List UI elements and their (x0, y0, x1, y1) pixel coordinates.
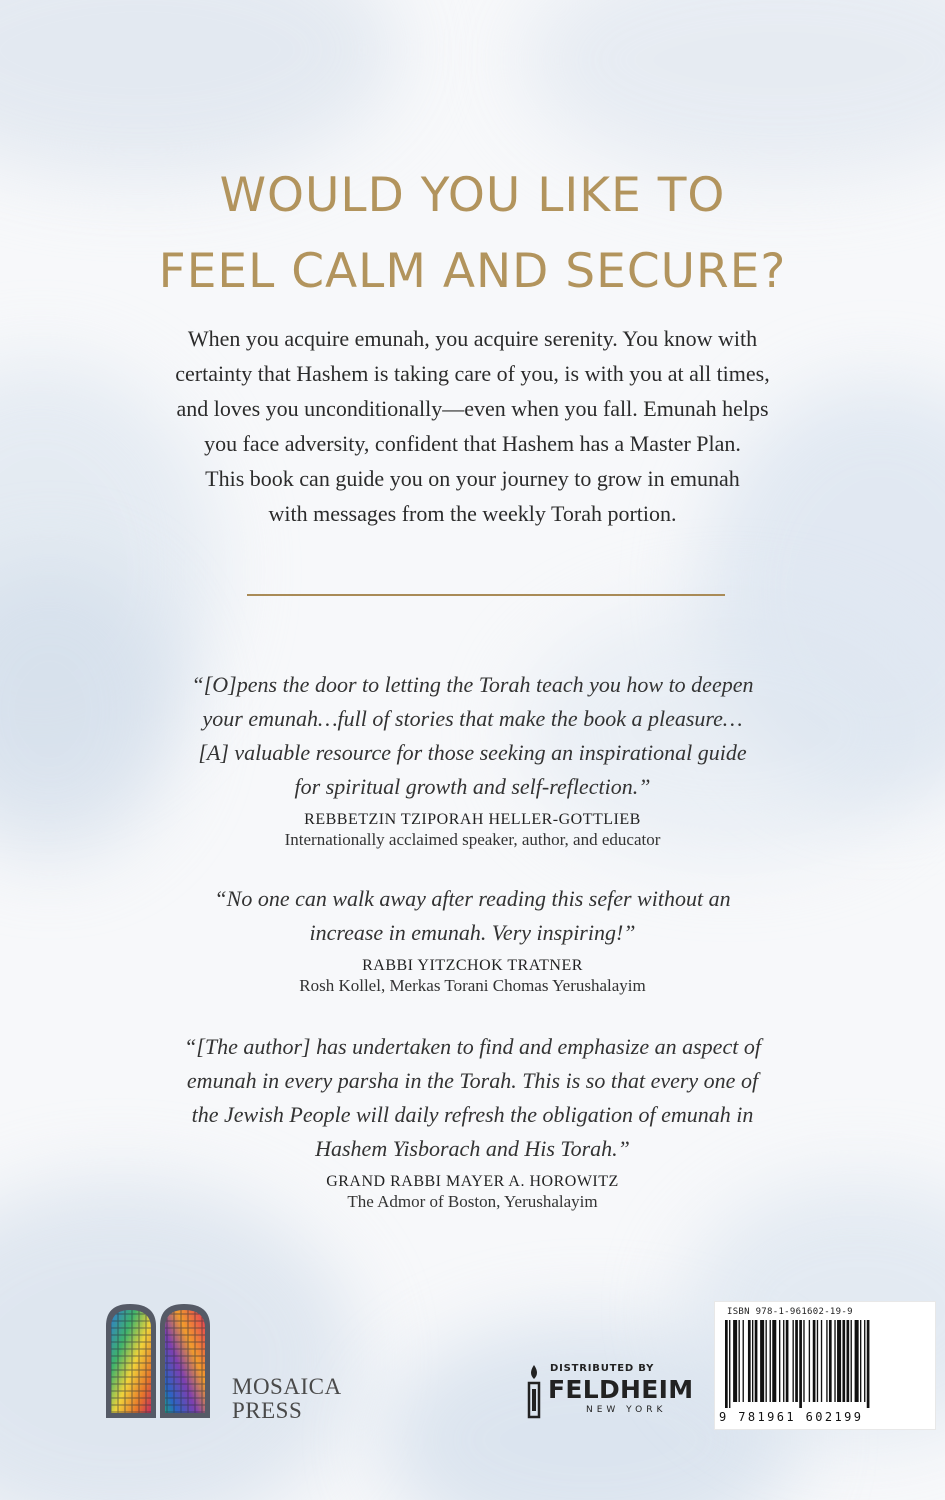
barcode-bar (809, 1320, 810, 1402)
barcode-bar (837, 1320, 841, 1402)
blurb-line: This book can guide you on your journey to grow in emunah (205, 466, 740, 491)
barcode-bar (795, 1320, 798, 1402)
endorser-title: Internationally acclaimed speaker, author, and educator (284, 830, 661, 849)
distributor-city: NEW YORK (586, 1405, 667, 1415)
barcode-bar (793, 1320, 794, 1402)
blurb-line: and loves you unconditionally—even when you fall. Emunah helps (176, 396, 769, 421)
barcode-bar (826, 1320, 827, 1402)
barcode-bar (855, 1320, 859, 1402)
quote-line: emunah in every parsha in the Torah. This is so that every one of (186, 1068, 759, 1093)
barcode-bar (743, 1320, 744, 1402)
book-description (110, 321, 835, 531)
barcode-bar (813, 1320, 816, 1402)
headline-line-1: WOULD YOU LIKE TO (219, 168, 726, 223)
barcode-bar (847, 1320, 850, 1402)
distributor-logo (526, 1361, 694, 1423)
barcode-bar (842, 1320, 845, 1402)
blurb-line: certainty that Hashem is taking care of you, is with you at all times, (175, 361, 770, 386)
blurb-line: When you acquire emunah, you acquire serenity. You know with (187, 326, 758, 351)
barcode-bars (725, 1320, 927, 1408)
barcode-bar (803, 1320, 804, 1402)
barcode-bar (725, 1320, 728, 1408)
barcode-bar (733, 1320, 737, 1402)
publisher-name (232, 1375, 342, 1423)
headline-line-2: FEEL CALM AND SECURE? (158, 244, 787, 299)
barcode-bar (770, 1320, 771, 1402)
endorsement-2 (110, 882, 835, 997)
barcode-bar (821, 1320, 822, 1402)
barcode-bar (867, 1320, 870, 1408)
endorsement-quote (110, 882, 835, 950)
blurb-line: you face adversity, confident that Hashem has a Master Plan. (204, 431, 741, 456)
quote-line: [A] valuable resource for those seeking an inspirational guide (198, 740, 747, 765)
endorsement-1 (110, 668, 835, 851)
barcode-bar (799, 1320, 802, 1408)
isbn-digits: 9 781961 602199 (719, 1410, 864, 1424)
barcode-bar (851, 1320, 852, 1402)
barcode-bar (729, 1320, 730, 1408)
blurb-line: with messages from the weekly Torah portion. (268, 501, 677, 526)
barcode-bar (752, 1320, 753, 1402)
stained-glass-tablets-icon (104, 1300, 212, 1420)
endorser-name: GRAND RABBI MAYER A. HOROWITZ (326, 1173, 619, 1190)
barcode-bar (760, 1320, 764, 1402)
barcode-bar (864, 1320, 865, 1402)
publisher-name-line-2: PRESS (232, 1398, 303, 1423)
quote-line: “[O]pens the door to letting the Torah teach you how to deepen (191, 672, 754, 697)
barcode-bar (739, 1320, 740, 1402)
isbn-barcode (714, 1301, 936, 1430)
barcode-bar (755, 1320, 758, 1402)
quote-line: “[The author] has undertaken to find and emphasize an aspect of (184, 1034, 761, 1059)
barcode-bar (829, 1320, 832, 1402)
barcode-bar (860, 1320, 861, 1402)
gold-divider (247, 594, 725, 596)
barcode-bar (786, 1320, 789, 1402)
publisher-name-line-1: MOSAICA (232, 1374, 342, 1399)
distributor-brand: FELDHEIM (548, 1375, 694, 1404)
candle-flame-icon (526, 1363, 542, 1419)
quote-line: Hashem Yisborach and His Torah.” (315, 1136, 630, 1161)
endorser-name: REBBETZIN TZIPORAH HELLER-GOTTLIEB (304, 811, 641, 828)
quote-line: “No one can walk away after reading this sefer without an (214, 886, 731, 911)
barcode-bar (779, 1320, 780, 1402)
quote-line: the Jewish People will daily refresh the obligation of emunah in (191, 1102, 754, 1127)
barcode-bar (834, 1320, 835, 1402)
headline (0, 158, 945, 310)
endorser-title: The Admor of Boston, Yerushalayim (347, 1192, 598, 1211)
barcode-bar (748, 1320, 751, 1402)
endorsement-quote (110, 1030, 835, 1166)
barcode-bar (783, 1320, 784, 1402)
barcode-bar (766, 1320, 767, 1402)
isbn-label: ISBN 978-1-961602-19-9 (727, 1307, 853, 1317)
quote-line: your emunah…full of stories that make the book a pleasure… (202, 706, 743, 731)
barcode-bar (817, 1320, 818, 1402)
endorser-name: RABBI YITZCHOK TRATNER (362, 957, 583, 974)
endorser-title: Rosh Kollel, Merkas Torani Chomas Yerushalayim (299, 976, 646, 995)
endorsement-3 (110, 1030, 835, 1213)
barcode-bar (772, 1320, 776, 1402)
quote-line: for spiritual growth and self-reflection.” (294, 774, 651, 799)
endorsement-quote (110, 668, 835, 804)
quote-line: increase in emunah. Very inspiring!” (309, 920, 636, 945)
distributed-by-label: DISTRIBUTED BY (550, 1363, 655, 1374)
